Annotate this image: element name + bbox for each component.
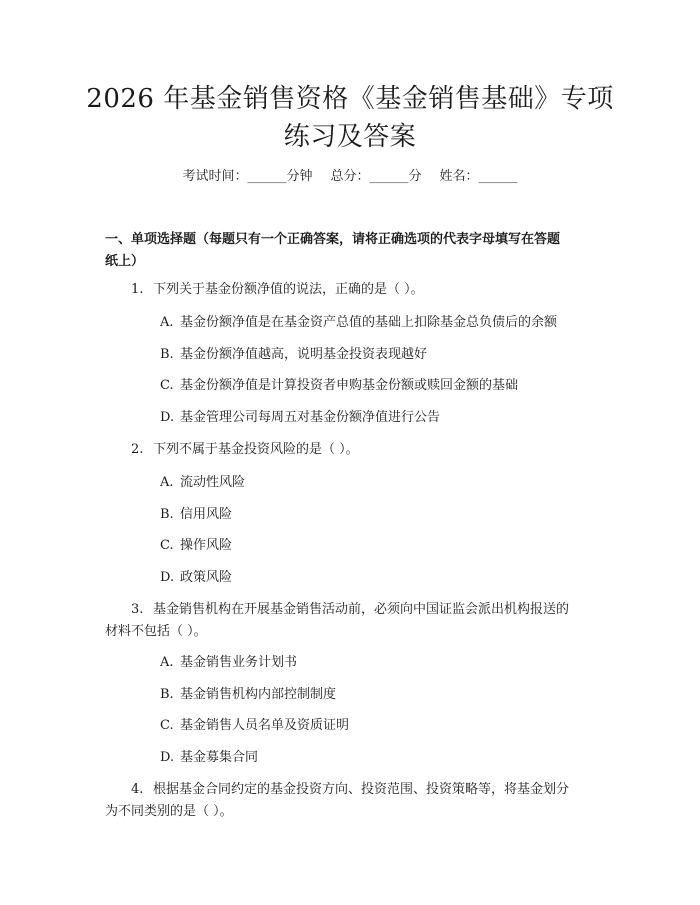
question-3-option-a xyxy=(160,654,600,672)
question-4-continued xyxy=(105,801,600,823)
document-title-line1: 2026 年基金销售资格《基金销售基础》专项 xyxy=(86,84,614,114)
question-2-option-c xyxy=(160,537,600,555)
option-text: 流动性风险 xyxy=(180,475,246,490)
option-text: 基金份额净值是在基金资产总值的基础上扣除基金总负债后的余额 xyxy=(180,315,558,330)
option-text: 基金管理公司每周五对基金份额净值进行公告 xyxy=(180,410,441,425)
option-text: 基金销售机构内部控制制度 xyxy=(180,687,337,702)
question-text-line2: 材料不包括（ ）。 xyxy=(105,624,207,639)
option-letter: C. xyxy=(160,538,174,553)
option-text: 基金份额净值是计算投资者申购基金份额或赎回金额的基础 xyxy=(180,378,519,393)
question-number: 3. xyxy=(131,602,144,617)
section-heading-line1: 一、单项选择题（每题只有一个正确答案，请将正确选项的代表字母填写在答题 xyxy=(105,232,561,247)
question-1-option-c xyxy=(160,377,600,395)
option-text: 基金销售业务计划书 xyxy=(180,655,298,670)
question-3 xyxy=(105,599,600,621)
section-heading-line2: 纸上） xyxy=(105,254,145,269)
question-text-line1: 根据基金合同约定的基金投资方向、投资范围、投资策略等，将基金划分 xyxy=(153,782,570,797)
exam-info xyxy=(0,168,700,186)
question-1 xyxy=(105,279,600,301)
question-3-option-d xyxy=(160,749,600,767)
question-number: 4. xyxy=(131,782,144,797)
option-letter: C. xyxy=(160,718,174,733)
question-3-continued xyxy=(105,621,600,643)
question-3-option-b xyxy=(160,686,600,704)
option-letter: D. xyxy=(160,750,175,765)
option-letter: A. xyxy=(160,315,174,330)
exam-score: 总分：______分 xyxy=(330,169,422,184)
question-4 xyxy=(105,779,600,801)
question-text: 下列关于基金份额净值的说法，正确的是（ ）。 xyxy=(153,282,424,297)
question-text: 下列不属于基金投资风险的是（ ）。 xyxy=(153,442,359,457)
question-1-option-d xyxy=(160,409,600,427)
question-2 xyxy=(105,439,600,461)
option-letter: C. xyxy=(160,378,174,393)
question-1-option-a xyxy=(160,314,600,332)
option-text: 操作风险 xyxy=(180,538,233,553)
option-letter: B. xyxy=(160,347,174,362)
option-letter: D. xyxy=(160,570,175,585)
option-letter: A. xyxy=(160,475,174,490)
option-text: 基金份额净值越高，说明基金投资表现越好 xyxy=(180,347,428,362)
option-letter: B. xyxy=(160,507,174,522)
option-text: 基金募集合同 xyxy=(180,750,259,765)
question-text-line1: 基金销售机构在开展基金销售活动前，必须向中国证监会派出机构报送的 xyxy=(153,602,570,617)
question-3-option-c xyxy=(160,717,600,735)
option-letter: B. xyxy=(160,687,174,702)
question-2-option-d xyxy=(160,569,600,587)
option-text: 信用风险 xyxy=(180,507,233,522)
document-title-line2: 练习及答案 xyxy=(283,122,417,152)
question-number: 2. xyxy=(131,442,144,457)
question-2-option-a xyxy=(160,474,600,492)
exam-name: 姓名：______ xyxy=(439,169,518,184)
question-text-line2: 为不同类别的是（ ）。 xyxy=(105,804,233,819)
question-2-option-b xyxy=(160,506,600,524)
exam-time: 考试时间：______分钟 xyxy=(182,169,313,184)
question-1-option-b xyxy=(160,346,600,364)
option-letter: D. xyxy=(160,410,175,425)
option-text: 基金销售人员名单及资质证明 xyxy=(180,718,350,733)
option-letter: A. xyxy=(160,655,174,670)
option-text: 政策风险 xyxy=(180,570,233,585)
question-number: 1. xyxy=(131,282,144,297)
